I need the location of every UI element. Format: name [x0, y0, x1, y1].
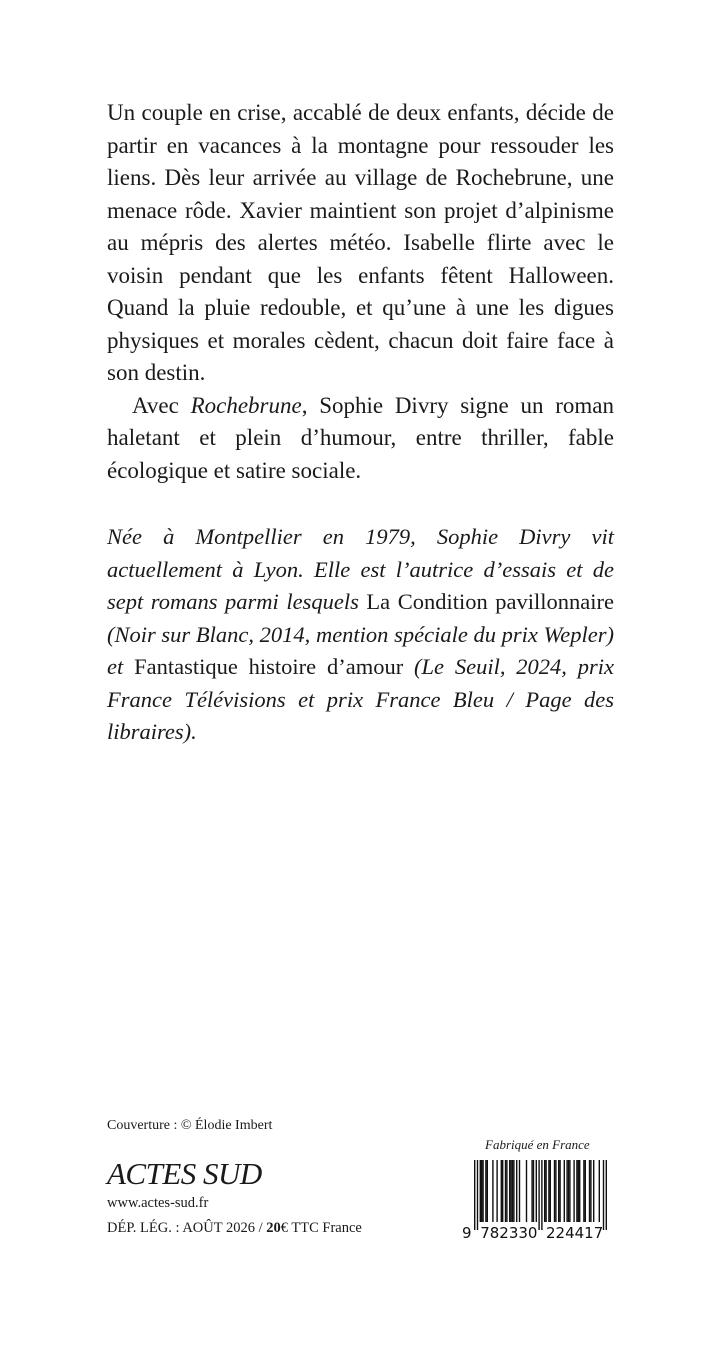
bio-part-1: Née à Montpellier en 1979, Sophie Divry vit actuellement à Lyon. Elle est l’autrice d’essais et de sept romans parmi lesquels	[107, 524, 614, 614]
barcode-bar	[536, 1160, 537, 1222]
bio-book-2: Fantastique histoire d’amour	[134, 654, 404, 679]
barcode-bar	[579, 1160, 580, 1222]
barcode-bar	[555, 1160, 556, 1222]
barcode-bar	[583, 1160, 584, 1222]
barcode-bar	[502, 1160, 503, 1222]
barcode-bar	[585, 1160, 586, 1222]
barcode-bar	[564, 1160, 565, 1222]
barcode-bar	[590, 1160, 591, 1222]
barcode-lead-digit: 9	[462, 1224, 472, 1242]
summary-paragraph-1: Un couple en crise, accablé de deux enfants, décide de partir en vacances à la montagne pour ressouder les liens. Dès leur arrivée au village de Rochebrune, une menace rôde. Xavier maintient son projet d’alpinisme au mépris des alertes météo. Isabelle flirte avec le voisin pendant que les enfants fêtent Halloween. Quand la pluie redouble, et qu’une à une les digues physiques et morales cèdent, chacun doit faire face à son destin.	[107, 100, 614, 385]
barcode-bar	[506, 1160, 507, 1222]
barcode-bar	[599, 1160, 600, 1222]
barcode-bar	[482, 1160, 483, 1222]
legal-suffix: € TTC France	[280, 1220, 362, 1236]
barcode-bar	[512, 1160, 513, 1222]
barcode-bar	[481, 1160, 482, 1222]
barcode-bar	[573, 1160, 574, 1222]
legal-prefix: DÉP. LÉG. : AOÛT 2026 /	[107, 1220, 267, 1236]
barcode-bar	[533, 1160, 534, 1222]
author-bio	[107, 521, 614, 749]
publisher-logo: ACTES SUD	[107, 1156, 262, 1191]
price-value: 20	[266, 1220, 281, 1236]
summary-p2-before: Avec	[132, 392, 191, 418]
bio-part-2: (Noir sur Blanc, 2014, mention spéciale du prix Wepler) et	[107, 621, 614, 679]
summary-p2-after: , Sophie Divry signe un roman haletant et plein d’humour, entre thriller, fable écologique et satire sociale.	[107, 392, 614, 483]
barcode-bar	[505, 1160, 506, 1222]
made-in-label: Fabriqué en France	[485, 1137, 590, 1152]
barcode-guard-bar	[606, 1160, 607, 1230]
bio-book-1: La Condition pavillonnaire	[366, 589, 614, 614]
barcode-bar	[548, 1160, 549, 1222]
publisher-website: www.actes-sud.fr	[107, 1195, 209, 1211]
isbn-barcode	[462, 1158, 612, 1244]
barcode-bar	[516, 1160, 517, 1222]
barcode-bar	[576, 1160, 577, 1222]
barcode-bar	[554, 1160, 555, 1222]
summary	[107, 97, 614, 487]
barcode-bar	[492, 1160, 493, 1222]
barcode-bar	[544, 1160, 545, 1222]
barcode-bar	[526, 1160, 527, 1222]
barcode-bar	[589, 1160, 590, 1222]
barcode-bar	[568, 1160, 569, 1222]
barcode-bar	[513, 1160, 514, 1222]
barcode-bar	[509, 1160, 510, 1222]
barcode-bar	[545, 1160, 546, 1222]
barcode-guard-bar	[477, 1160, 478, 1230]
barcode-guard-bar	[474, 1160, 475, 1230]
summary-paragraph-2	[107, 390, 614, 488]
barcode-bar	[558, 1160, 559, 1222]
barcode-guard-bar	[538, 1160, 539, 1230]
bio-part-3: (Le Seuil, 2024, prix France Télévisions et prix France Bleu / Page des libraires).	[107, 654, 614, 744]
barcode-bar	[559, 1160, 560, 1222]
barcode-digit-group-1: 782330	[480, 1224, 538, 1242]
legal-deposit-price	[107, 1220, 362, 1237]
barcode-bar	[496, 1160, 497, 1222]
barcode-bar	[510, 1160, 511, 1222]
barcode-bar	[501, 1160, 502, 1222]
barcode-bar	[550, 1160, 551, 1222]
barcode-bar	[578, 1160, 579, 1222]
cover-credit: Couverture : © Élodie Imbert	[107, 1118, 273, 1133]
book-title: Rochebrune	[190, 392, 302, 418]
barcode-graphic	[462, 1158, 612, 1244]
barcode-digit-group-2: 224417	[546, 1224, 604, 1242]
barcode-bar	[487, 1160, 488, 1222]
barcode-bar	[531, 1160, 532, 1222]
barcode-guard-bar	[541, 1160, 542, 1230]
barcode-bar	[593, 1160, 594, 1222]
barcode-bar	[480, 1160, 481, 1222]
barcode-guard-bar	[603, 1160, 604, 1230]
barcode-bar	[519, 1160, 520, 1222]
barcode-bar	[566, 1160, 567, 1222]
barcode-bar	[485, 1160, 486, 1222]
barcode-bar	[569, 1160, 570, 1222]
